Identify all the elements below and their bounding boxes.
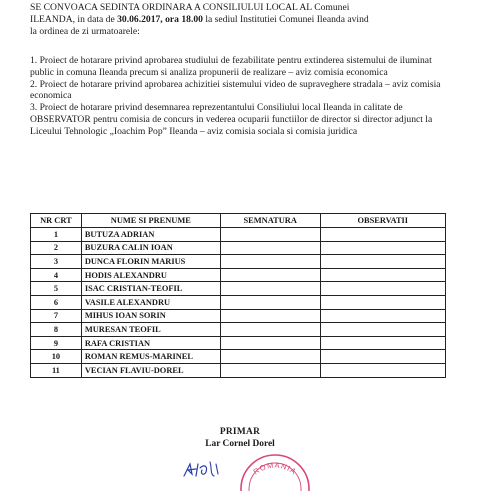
table-row xyxy=(31,282,446,296)
convocation-line-2-end: la sediul Institutiei Comunei Ileanda avind xyxy=(202,14,369,25)
observations-cell xyxy=(320,255,445,269)
handwritten-signature xyxy=(180,458,240,480)
row-number: 9 xyxy=(31,336,82,350)
stamp-text: ROMANIA xyxy=(251,460,299,477)
row-number: 4 xyxy=(31,268,82,282)
header-observations: OBSERVATII xyxy=(320,214,445,228)
table-row xyxy=(31,295,446,309)
table-row xyxy=(31,309,446,323)
convocation-line-3: la ordinea de zi urmatoarele: xyxy=(30,26,140,37)
table-row xyxy=(31,350,446,364)
row-number: 7 xyxy=(31,309,82,323)
agenda-list xyxy=(30,55,450,138)
agenda-item: 1. Proiect de hotarare privind aprobarea studiului de fezabilitate pentru extinderea sistemului de iluminat public in comuna Ileanda precum si analiza propunerii de realizare – aviz comisia economica xyxy=(30,55,432,78)
table-row xyxy=(31,241,446,255)
member-name: DUNCA FLORIN MARIUS xyxy=(81,255,220,269)
member-name: VASILE ALEXANDRU xyxy=(81,295,220,309)
convocation-line-2-start: ILEANDA, in data de xyxy=(30,14,118,25)
meeting-time: ora 18.00 xyxy=(165,14,203,25)
signature-cell xyxy=(220,309,320,323)
observations-cell xyxy=(320,323,445,337)
table-row xyxy=(31,228,446,242)
observations-cell xyxy=(320,363,445,377)
row-number: 2 xyxy=(31,241,82,255)
row-number: 11 xyxy=(31,363,82,377)
observations-cell xyxy=(320,350,445,364)
signature-cell xyxy=(220,241,320,255)
member-name: MIHUS IOAN SORIN xyxy=(81,309,220,323)
signature-cell xyxy=(220,268,320,282)
signature-cell xyxy=(220,336,320,350)
signature-cell xyxy=(220,228,320,242)
row-number: 3 xyxy=(31,255,82,269)
observations-cell xyxy=(320,282,445,296)
convocation-text xyxy=(30,2,450,38)
mayor-block xyxy=(0,426,480,450)
table-row xyxy=(31,255,446,269)
member-name: RAFA CRISTIAN xyxy=(81,336,220,350)
table-header-row xyxy=(31,214,446,228)
official-stamp xyxy=(237,451,313,491)
observations-cell xyxy=(320,336,445,350)
table-row xyxy=(31,363,446,377)
meeting-separator: , xyxy=(160,14,166,25)
member-name: HODIS ALEXANDRU xyxy=(81,268,220,282)
row-number: 6 xyxy=(31,295,82,309)
signature-cell xyxy=(220,282,320,296)
signature-cell xyxy=(220,323,320,337)
observations-cell xyxy=(320,241,445,255)
signature-cell xyxy=(220,363,320,377)
header-signature: SEMNATURA xyxy=(220,214,320,228)
meeting-date: 30.06.2017 xyxy=(117,14,161,25)
mayor-name: Lar Cornel Dorel xyxy=(205,439,275,449)
table-row xyxy=(31,336,446,350)
signature-cell xyxy=(220,295,320,309)
signature-cell xyxy=(220,255,320,269)
observations-cell xyxy=(320,295,445,309)
mayor-title: PRIMAR xyxy=(219,427,261,437)
convocation-line-1: SE CONVOACA SEDINTA ORDINARA A CONSILIULUI LOCAL AL Comunei xyxy=(30,2,350,13)
row-number: 10 xyxy=(31,350,82,364)
member-name: BUZURA CALIN IOAN xyxy=(81,241,220,255)
member-name: BUTUZA ADRIAN xyxy=(81,228,220,242)
observations-cell xyxy=(320,268,445,282)
signature-cell xyxy=(220,350,320,364)
agenda-item: 2. Proiect de hotarare privind aprobarea achizitiei sistemului video de supraveghere stradala – aviz comisia economica xyxy=(30,78,441,102)
attendance-table xyxy=(30,213,446,378)
header-nr-crt: NR CRT xyxy=(31,214,82,228)
header-name: NUME SI PRENUME xyxy=(81,214,220,228)
observations-cell xyxy=(320,228,445,242)
member-name: ISAC CRISTIAN-TEOFIL xyxy=(81,282,220,296)
row-number: 5 xyxy=(31,282,82,296)
table-row xyxy=(31,268,446,282)
table-row xyxy=(31,323,446,337)
member-name: MURESAN TEOFIL xyxy=(81,323,220,337)
member-name: ROMAN REMUS-MARINEL xyxy=(81,350,220,364)
row-number: 8 xyxy=(31,323,82,337)
observations-cell xyxy=(320,309,445,323)
convocation-line-2 xyxy=(30,14,450,26)
member-name: VECIAN FLAVIU-DOREL xyxy=(81,363,220,377)
row-number: 1 xyxy=(31,228,82,242)
agenda-item: 3. Proiect de hotarare privind desemnarea reprezentantului Consiliului local Ileanda in calitate de OBSERVATOR pentru comisia de concurs in vederea ocuparii functiilor de director si director adjunct la Liceului Tehnologic „Ioachim Pop” Ileanda – aviz comisia sociala si comisia juridica xyxy=(30,102,433,137)
